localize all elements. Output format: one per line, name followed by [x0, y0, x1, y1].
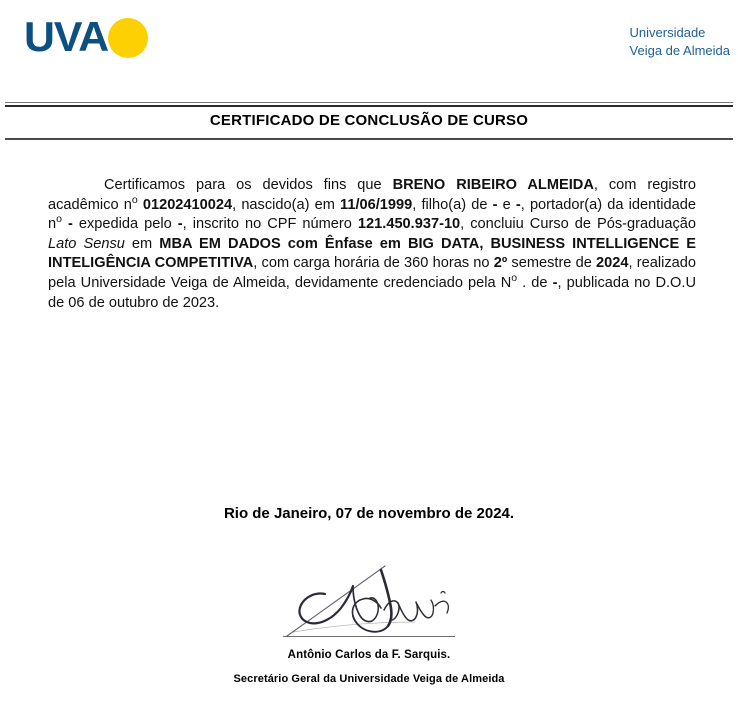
academic-registry-number: 01202410024: [142, 196, 233, 213]
body-segment: expedida pelo: [72, 216, 178, 233]
semester-number: 2º: [493, 255, 508, 272]
body-segment: , inscrito no CPF número: [182, 216, 358, 233]
signature-block: [0, 560, 738, 685]
parent-name-2: -: [515, 196, 521, 213]
student-name: BRENO RIBEIRO ALMEIDA: [392, 177, 594, 193]
certificate-header: [0, 0, 738, 100]
identity-number: -: [68, 216, 73, 233]
ordinal-indicator: o: [56, 213, 62, 226]
university-name-line-1: Universidade: [629, 25, 706, 40]
university-name-line-2: Veiga de Almeida: [629, 42, 730, 58]
body-segment: em: [124, 235, 160, 252]
divider-top-thick: [5, 105, 733, 107]
divider-top-thin: [5, 102, 733, 103]
parent-name-1: -: [492, 196, 498, 213]
handwritten-signature-icon: [269, 560, 469, 642]
place-and-date: Rio de Janeiro, 07 de novembro de 2024.: [223, 505, 515, 522]
body-segment: , portador(a) da identidade n: [48, 196, 697, 233]
completion-year: 2024: [596, 255, 629, 272]
body-segment: , com registro acadêmico n: [48, 177, 696, 213]
body-segment: , filho(a) de: [412, 196, 493, 213]
signatory-role: Secretário Geral da Universidade Veiga de Almeida: [233, 673, 505, 685]
uva-logo: [24, 13, 148, 60]
ordinal-indicator: o: [511, 272, 518, 285]
filled-circle-icon: [108, 18, 148, 58]
body-segment: , realizado pela Universidade Veiga de Almeida, devidamente credenciado pela N: [48, 255, 696, 291]
body-segment: . de: [517, 274, 553, 291]
course-name: MBA EM DADOS com Ênfase em BIG DATA, BUSINESS INTELLIGENCE E INTELIGÊNCIA COMPETITIVA: [48, 235, 696, 272]
ordinal-indicator: o: [131, 193, 138, 206]
body-segment: semestre de: [507, 255, 597, 272]
cpf-number: 121.450.937-10: [357, 216, 461, 233]
university-name: [630, 24, 730, 59]
body-segment: , com carga horária de 360 horas no: [253, 255, 494, 272]
body-segment: , nascido(a) em: [232, 196, 341, 213]
body-segment: Certificamos para os devidos fins que: [104, 177, 393, 193]
page-title: CERTIFICADO DE CONCLUSÃO DE CURSO: [209, 112, 529, 129]
signature-line: [283, 636, 455, 637]
certificate-body-paragraph: [48, 176, 696, 313]
uva-wordmark: UVA: [24, 13, 109, 60]
identity-issuer: -: [177, 216, 183, 233]
body-segment: , publicada no D.O.U de 06 de outubro de 2023.: [48, 274, 696, 311]
signatory-name: Antônio Carlos da F. Sarquis.: [287, 649, 451, 661]
course-kind: Lato Sensu: [48, 235, 125, 252]
decree-reference: -: [552, 274, 558, 291]
body-segment: e: [497, 196, 516, 213]
body-segment: , concluiu Curso de Pós-graduação: [460, 216, 696, 233]
divider-under-title: [5, 138, 733, 140]
birth-date: 11/06/1999: [340, 196, 413, 213]
